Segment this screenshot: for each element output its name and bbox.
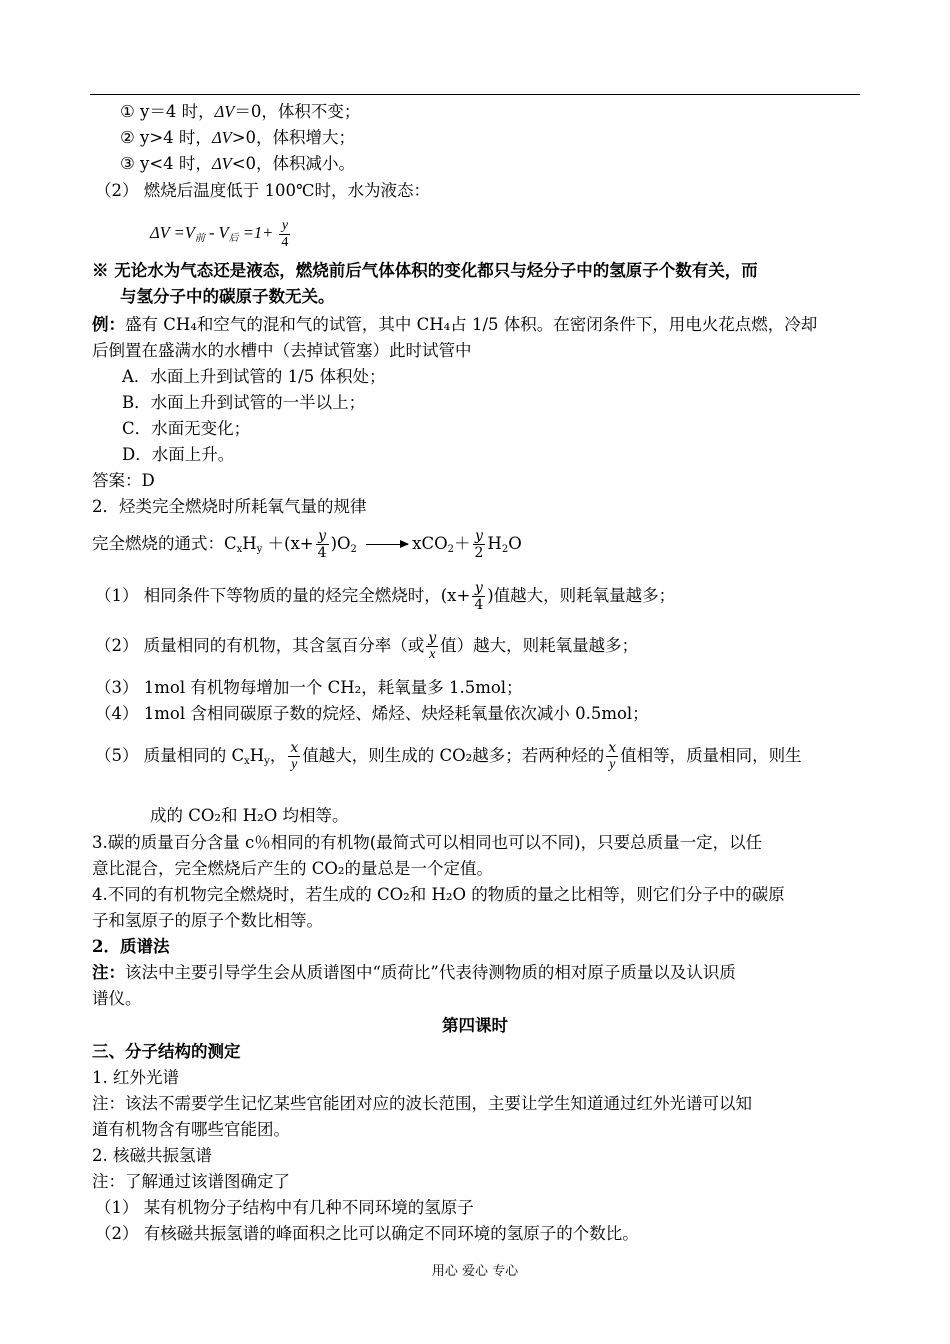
mass-spec-note2: 谱仪。 <box>92 989 142 1008</box>
case-y-gt-4: ② y>4 时，ΔV>0，体积增大； <box>120 128 356 147</box>
case-y-lt-4: ③ y<4 时，ΔV<0，体积减小。 <box>120 154 356 173</box>
key-note-line1: ※ 无论水为气态还是液态，燃烧前后气体体积的变化都只与烃分子中的氢原子个数有关，而 <box>92 261 758 280</box>
volume-formula: $\Delta V =V_前 - V_后 =1+$ $\frac{y}{4}$ <box>150 217 289 250</box>
case-y-eq-4: ① y＝4 时，ΔV＝0，体积不变； <box>120 102 361 121</box>
fraction-y-over-4: $\frac{y}{4}$ <box>281 217 289 250</box>
rule-2: （2） 质量相同的有机物，其含氢百分率（或 $\frac{y}{x}$ 值）越大，则耗氧量越多； <box>95 630 639 662</box>
option-b: B．水面上升到试管的一半以上； <box>122 393 366 412</box>
mass-spec-title: 2．质谱法 <box>92 937 170 956</box>
nmr-title: 2. 核磁共振氢谱 <box>92 1146 212 1165</box>
key-note-line2: 与氢分子中的碳原子数无关。 <box>120 287 335 306</box>
ir-title: 1. 红外光谱 <box>92 1068 179 1087</box>
nmr-point-2: （2） 有核磁共振氢谱的峰面积之比可以确定不同环境的氢原子的个数比。 <box>95 1224 639 1243</box>
option-c: C．水面无变化； <box>122 419 251 438</box>
rule-3: （3） 1mol 有机物每增加一个 CH₂，耗氧量多 1.5mol； <box>95 678 523 697</box>
section-oxygen-rules: 2．烃类完全燃烧时所耗氧气量的规律 <box>92 497 367 516</box>
liquid-water-case: （2） 燃烧后温度低于 100℃时，水为液态： <box>95 181 430 200</box>
section-3-title: 三、分子结构的测定 <box>92 1042 241 1061</box>
point-4-line2: 子和氢原子的原子个数比相等。 <box>92 911 323 930</box>
ir-note2: 道有机物含有哪些官能团。 <box>92 1120 290 1139</box>
ir-note1: 注：该法不需要学生记忆某些官能团对应的波长范围，主要让学生知道通过红外光谱可以知 <box>92 1094 752 1113</box>
nmr-point-1: （1） 某有机物分子结构中有几种不同环境的氢原子 <box>95 1198 474 1217</box>
point-3-line2: 意比混合，完全燃烧后产生的 CO₂的量总是一个定值。 <box>92 859 494 878</box>
reaction-arrow-icon <box>366 544 408 545</box>
combustion-equation: 完全燃烧的通式：$C_xH_y +(x+$ $\frac{y}{4}$ )$O_2$ xCO$_2$＋ $\frac{y}{2}$ $H_2O$ <box>92 528 522 561</box>
rule-5: （5） 质量相同的 $C_xH_y$， $\frac{x}{y}$ 值越大，则生成的 CO₂越多；若两种烃的 $\frac{x}{y}$ 值相等，质量相同，则生 <box>95 740 802 772</box>
mass-spec-note1: 注：该法中主要引导学生会从质谱图中“质荷比”代表待测物质的相对原子质量以及认识质 <box>92 963 736 982</box>
example-line2: 后倒置在盛满水的水槽中（去掉试管塞）此时试管中 <box>92 341 472 360</box>
rule-1: （1） 相同条件下等物质的量的烃完全燃烧时，(x+ $\frac{y}{4}$ )值越大，则耗氧量越多； <box>95 580 676 613</box>
header-rule <box>90 94 860 95</box>
point-3-line1: 3.碳的质量百分含量 c％相同的有机物(最简式可以相同也可以不同)，只要总质量一定，以任 <box>92 833 763 852</box>
option-d: D．水面上升。 <box>122 445 235 464</box>
page-footer: 用心 爱心 专心 <box>431 1264 519 1279</box>
rule-4: （4） 1mol 含相同碳原子数的烷烃、烯烃、炔烃耗氧量依次减小 0.5mol； <box>95 704 649 723</box>
point-4-line1: 4.不同的有机物完全燃烧时，若生成的 CO₂和 H₂O 的物质的量之比相等，则它们分子中的碳原 <box>92 885 785 904</box>
example-line1: 例：盛有 CH₄和空气的混和气的试管，其中 CH₄占 1/5 体积。在密闭条件下，用电火花点燃，冷却 <box>92 315 818 334</box>
option-a: A．水面上升到试管的 1/5 体积处； <box>122 367 386 386</box>
answer: 答案：D <box>92 471 155 490</box>
rule-5-cont: 成的 CO₂和 H₂O 均相等。 <box>150 806 349 825</box>
lesson-4-title: 第四课时 <box>442 1016 508 1035</box>
nmr-note: 注：了解通过该谱图确定了 <box>92 1172 290 1191</box>
